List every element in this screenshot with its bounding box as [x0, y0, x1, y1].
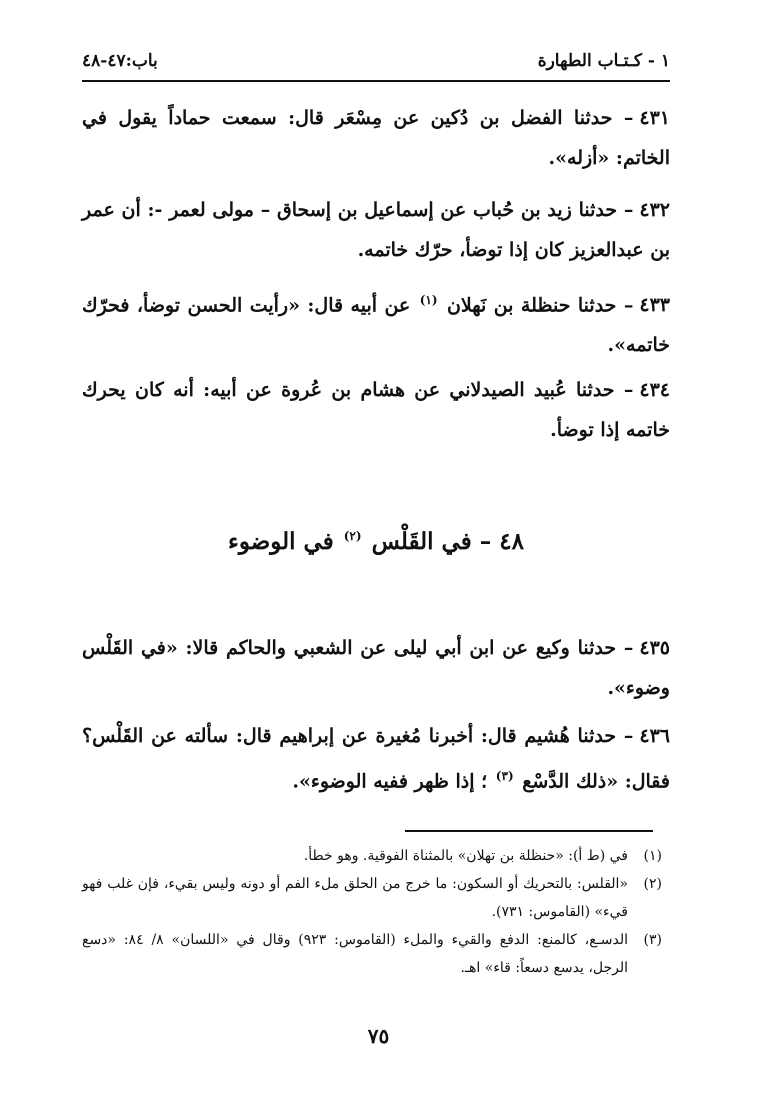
- page-number: ٧٥: [367, 1024, 390, 1048]
- footnote-reference[interactable]: (٣): [495, 769, 514, 783]
- footnote-number: (٢): [643, 876, 662, 892]
- hadith-number: ٤٣٦: [639, 725, 670, 747]
- section-title-text-continued: في الوضوء: [228, 528, 334, 555]
- footnote-reference[interactable]: (٢): [343, 529, 362, 544]
- footnote-number: (١): [643, 848, 662, 864]
- hadith-text-continued: عن أبيه قال: «رأيت الحسن توضأ، فحرّك خاتمه».: [82, 294, 670, 357]
- hadith-text: – حدثنا الفضل بن دُكين عن مِسْعَر قال: سمعت حماداً يقول في الخاتم: «أزله».: [82, 107, 670, 169]
- footnote-text: في (ط أ): «حنظلة بن تهلان» بالمثناة الفوقية. وهو خطأ.: [303, 848, 628, 864]
- hadith-number: ٤٣٣: [639, 294, 670, 317]
- footnote-reference[interactable]: (١): [419, 293, 438, 307]
- hadith-entry: [82, 370, 670, 450]
- hadith-entry: [82, 280, 670, 365]
- hadith-entry: [82, 98, 670, 178]
- hadith-entry: [82, 716, 670, 801]
- running-header: [82, 46, 670, 76]
- hadith-text: – حدثنا عُبيد الصيدلاني عن هشام بن عُروة عن أبيه: أنه كان يحرك خاتمه إذا توضأ.: [82, 379, 670, 441]
- hadith-number: ٤٣١: [639, 107, 670, 129]
- header-chapter-range: باب:٤٧-٤٨: [82, 51, 158, 71]
- footnote-number: (٣): [643, 932, 662, 948]
- hadith-entry: [82, 628, 670, 708]
- footnote-item: [82, 926, 662, 982]
- footnote-item: [82, 842, 662, 870]
- section-heading: [82, 528, 670, 555]
- footnote-item: [82, 870, 662, 926]
- hadith-text-continued: ؛ إذا ظهر ففيه الوضوء».: [292, 770, 488, 793]
- footnotes: [82, 842, 662, 982]
- header-book-title: ١ - كـتـاب الطهارة: [537, 51, 670, 71]
- hadith-number: ٤٣٢: [639, 199, 670, 221]
- section-title-text: ٤٨ – في القَلْس: [371, 528, 524, 555]
- footnote-text: «القلس: بالتحريك أو السكون: ما خرج من الحلق ملء الفم أو دونه وليس بقيء، فإن غلب فهو قيء» (القاموس: ٧٣١).: [82, 876, 628, 920]
- footnote-text: الدسـع، كالمنع: الدفع والقيء والملء (القاموس: ٩٢٣) وقال في «اللسان» ٨/ ٨٤: «دسع الرجل، يدسع دسعاً: قاء» اهـ.: [82, 932, 628, 976]
- footnote-divider: [405, 830, 653, 832]
- hadith-text: – حدثنا هُشيم قال: أخبرنا مُغيرة عن إبراهيم قال: سألته عن القَلْس؟ فقال: «ذلك الدَّسْع: [82, 725, 670, 793]
- hadith-number: ٤٣٥: [639, 637, 670, 659]
- header-divider: [82, 80, 670, 82]
- hadith-text: – حدثنا وكيع عن ابن أبي ليلى عن الشعبي والحاكم قالا: «في القَلْس وضوء».: [82, 637, 670, 699]
- hadith-number: ٤٣٤: [639, 379, 670, 401]
- hadith-entry: [82, 190, 670, 270]
- hadith-text: – حدثنا زيد بن حُباب عن إسماعيل بن إسحاق – مولى لعمر -: أن عمر بن عبدالعزيز كان إذا توضأ، حرّك خاتمه.: [82, 199, 670, 261]
- hadith-text: – حدثنا حنظلة بن نَهلان: [446, 294, 634, 317]
